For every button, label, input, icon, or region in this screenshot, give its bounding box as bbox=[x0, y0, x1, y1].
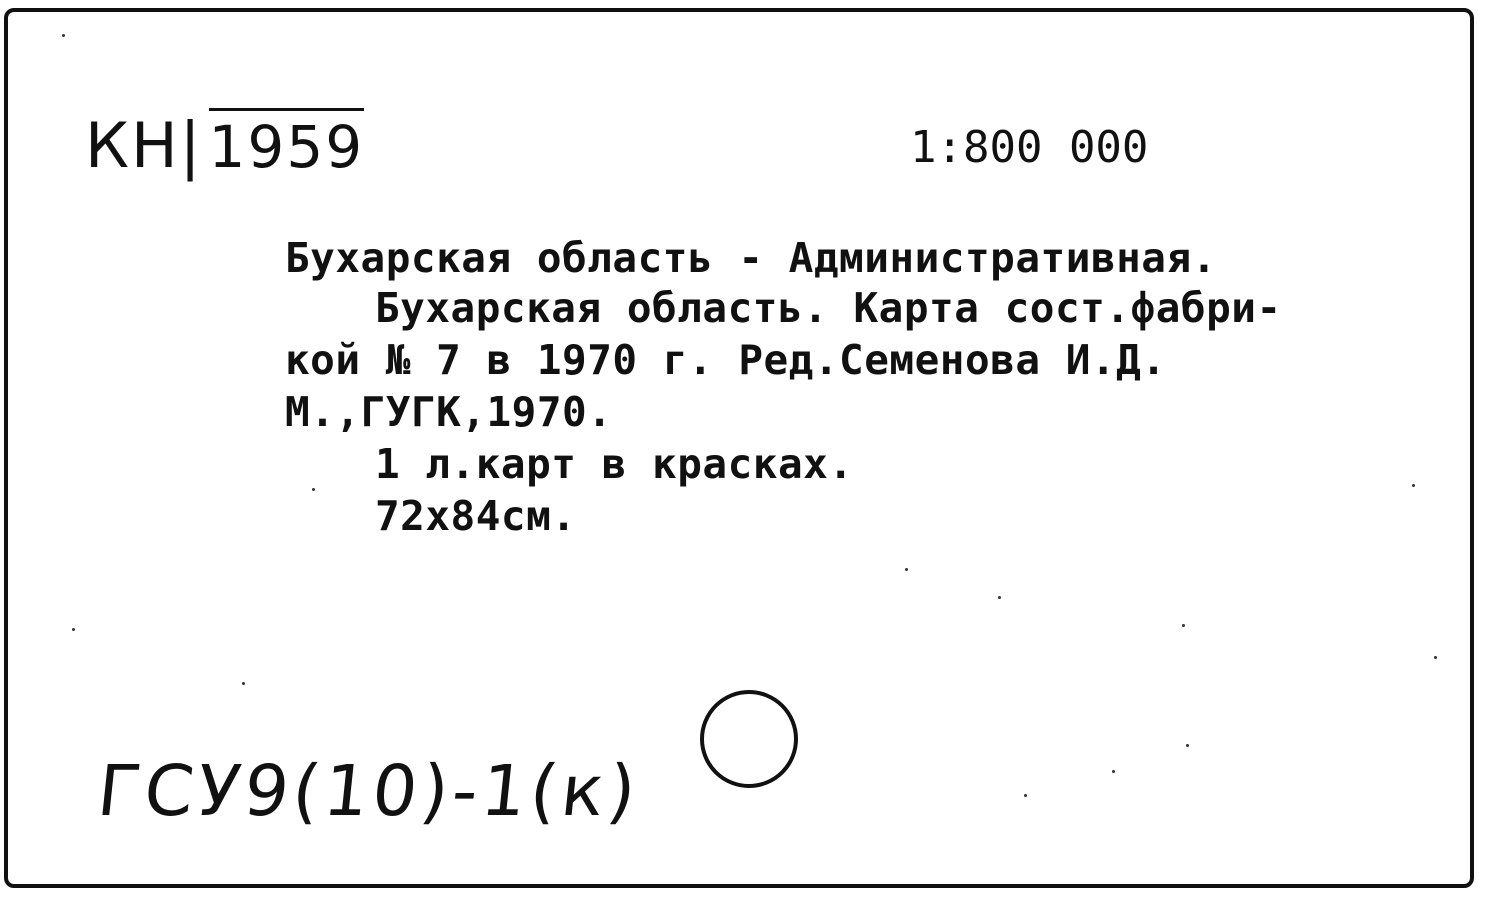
speck bbox=[1186, 744, 1189, 747]
speck bbox=[998, 596, 1001, 599]
speck bbox=[1412, 484, 1415, 487]
classification-code: ГСУ9(10)-1(к) bbox=[93, 750, 644, 832]
speck bbox=[242, 682, 245, 685]
speck bbox=[1434, 656, 1437, 659]
speck bbox=[905, 568, 908, 571]
publisher-line: М.,ГУГК,1970. bbox=[285, 388, 613, 436]
speck bbox=[1024, 794, 1027, 797]
speck bbox=[72, 628, 75, 631]
description-line-1: Бухарская область. Карта сост.фабри- bbox=[375, 284, 1282, 332]
speck bbox=[62, 34, 65, 37]
speck bbox=[1112, 770, 1115, 773]
shelf-mark-year: 1959 bbox=[209, 108, 365, 181]
map-scale: 1:800 000 bbox=[910, 122, 1149, 173]
description-line-2: кой № 7 в 1970 г. Ред.Семенова И.Д. bbox=[285, 336, 1167, 384]
shelf-mark bbox=[85, 108, 364, 182]
speck bbox=[1182, 624, 1185, 627]
physical-description-line: 1 л.карт в красках. bbox=[375, 440, 854, 488]
speck bbox=[312, 488, 315, 491]
shelf-mark-prefix: КН| bbox=[85, 109, 203, 182]
dimensions-line: 72х84см. bbox=[375, 492, 577, 540]
title-line: Бухарская область - Административная. bbox=[285, 234, 1217, 282]
punch-hole bbox=[700, 690, 798, 788]
